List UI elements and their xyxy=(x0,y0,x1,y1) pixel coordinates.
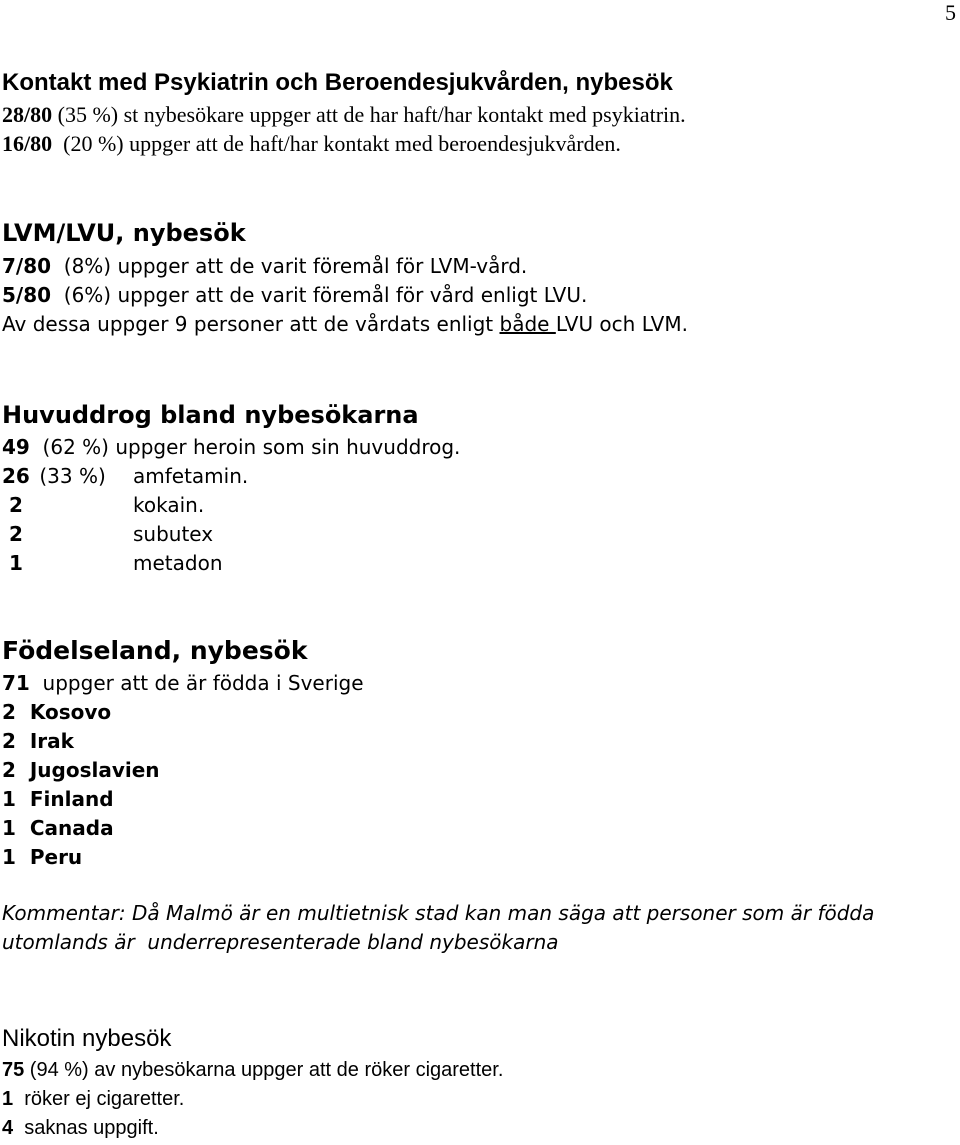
country-item: 2 Jugoslavien xyxy=(2,758,160,782)
text-line xyxy=(2,281,688,310)
line-text: (8%) uppger att de varit föremål för LVM-vård. xyxy=(51,254,528,278)
section-heading: Födelseland, nybesök xyxy=(2,636,308,665)
count: 75 xyxy=(2,1059,25,1081)
comment-block xyxy=(2,899,874,957)
section-main-drug xyxy=(2,397,460,578)
count: 1 xyxy=(2,551,23,575)
section-heading: Nikotin nybesök xyxy=(2,1025,172,1052)
country-item: 2 Kosovo xyxy=(2,700,112,724)
comment-line: Kommentar: Då Malmö är en multietnisk stad kan man säga att personer som är födda xyxy=(2,901,875,925)
line-text: LVU och LVM. xyxy=(555,312,688,336)
percent: (33 %) xyxy=(33,464,106,488)
drug-name: metadon xyxy=(133,551,223,575)
country-item: 1 Canada xyxy=(2,816,114,840)
drug-row xyxy=(2,520,460,549)
section-lvm-lvu xyxy=(2,215,688,339)
section-birth-country xyxy=(2,633,364,872)
line-text: (62 %) uppger heroin som sin huvuddrog. xyxy=(29,435,461,459)
section-nicotine xyxy=(2,1022,503,1143)
drug-name: amfetamin. xyxy=(133,464,249,488)
count: 2 xyxy=(2,522,23,546)
drug-row xyxy=(2,491,460,520)
comment-line: utomlands är underrepresenterade bland nybesökarna xyxy=(2,930,559,954)
count: 7/80 xyxy=(2,254,52,278)
text-line xyxy=(2,669,364,698)
text-line xyxy=(2,1114,503,1143)
text-line xyxy=(2,252,688,281)
country-item: 1 Finland xyxy=(2,787,114,811)
text-line xyxy=(2,1056,503,1085)
section-heading: Kontakt med Psykiatrin och Beroendesjukvården, nybesök xyxy=(2,69,673,96)
section-heading: LVM/LVU, nybesök xyxy=(2,219,246,247)
line-text: (6%) uppger att de varit föremål för vård enligt LVU. xyxy=(51,283,588,307)
drug-row xyxy=(2,549,460,578)
section-psychiatry-contact xyxy=(2,66,686,158)
text-line xyxy=(2,100,686,129)
count: 4 xyxy=(2,1117,14,1139)
drug-name: kokain. xyxy=(133,493,205,517)
text-line xyxy=(2,433,460,462)
page-number: 5 xyxy=(945,0,956,25)
count: 5/80 xyxy=(2,283,52,307)
line-text: saknas uppgift. xyxy=(13,1117,159,1139)
country-item: 1 Peru xyxy=(2,845,83,869)
line-text: röker ej cigaretter. xyxy=(13,1088,185,1110)
count: 1 xyxy=(2,1088,14,1110)
line-text: (35 %) st nybesökare uppger att de har haft/har kontakt med psykiatrin. xyxy=(52,102,686,127)
count: 28/80 xyxy=(2,102,53,127)
count: 16/80 xyxy=(2,131,53,156)
line-text: (94 %) av nybesökarna uppger att de röker cigaretter. xyxy=(24,1059,504,1081)
text-line xyxy=(2,1085,503,1114)
text-line xyxy=(2,129,686,158)
section-heading: Huvuddrog bland nybesökarna xyxy=(2,401,419,429)
count: 49 xyxy=(2,435,30,459)
percent xyxy=(33,549,133,578)
percent xyxy=(33,491,133,520)
country-item: 2 Irak xyxy=(2,729,74,753)
line-text: (20 %) uppger att de haft/har kontakt med beroendesjukvården. xyxy=(52,131,621,156)
underlined-text: både xyxy=(499,312,556,336)
percent xyxy=(33,520,133,549)
count: 71 xyxy=(2,671,30,695)
line-text: uppger att de är födda i Sverige xyxy=(29,671,364,695)
line-text: Av dessa uppger 9 personer att de vårdats enligt xyxy=(2,312,500,336)
text-line xyxy=(2,310,688,339)
drug-name: subutex xyxy=(133,522,214,546)
drug-row xyxy=(2,462,460,491)
count: 2 xyxy=(2,493,23,517)
count: 26 xyxy=(2,464,30,488)
